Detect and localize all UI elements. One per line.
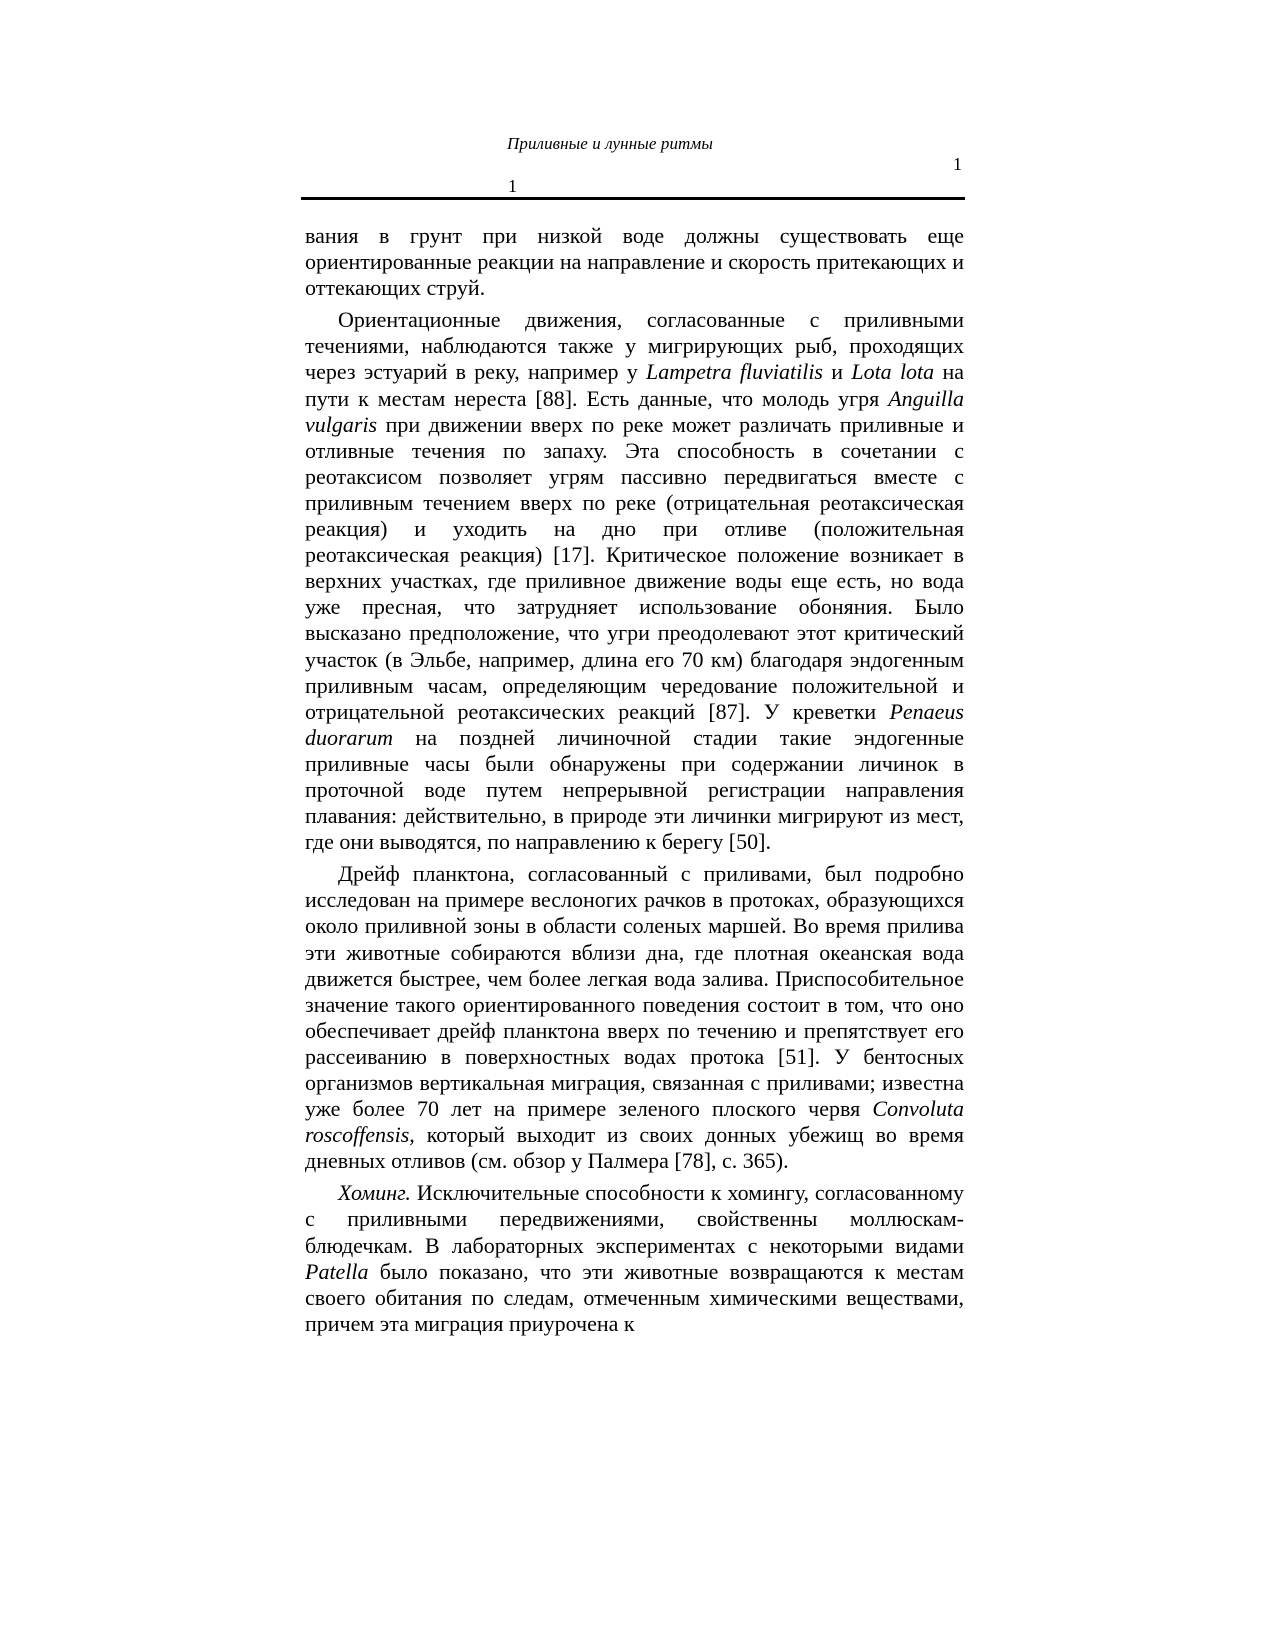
body-text <box>305 223 964 1343</box>
running-header-title: Приливные и лунные ритмы <box>506 134 713 153</box>
paragraph-4 <box>305 1180 964 1337</box>
species-name: Penaeus duorarum <box>305 698 964 750</box>
text-segment: на поздней личиночной стадии такие эндогенные приливные часы были обнаружены при содержании личинок в проточной воде путем непрерывной регистрации направления плавания: действительно, в природе эти личинки мигрируют из мест, где они выводятся, по направлению к берегу [50]. <box>305 724 964 855</box>
page-number-left: 1 <box>508 176 517 196</box>
species-name: Anguilla vulgaris <box>305 385 964 437</box>
paragraph-3 <box>305 861 964 1174</box>
species-name: Convoluta roscoffensis, <box>305 1096 964 1148</box>
text-segment: при движении вверх по реке может различать приливные и отливные течения по запаху. Эта способность в сочетании с реотаксисом позволяет угрям пассивно передвигаться вместе с приливным течением вверх по реке (отрицательная реотаксическая реакция) и уходить на дно при отливе (положительная реотаксическая реакция) [17]. Критическое положение возникает в верхних участках, где приливное движение воды еще есть, но вода уже пресная, что затрудняет использование обоняния. Было высказано предположение, что угри преодолевают этот критический участок (в Эльбе, например, длина его 70 км) благодаря эндогенным приливным часам, определяющим чередование положительной и отрицательной реотаксических реакций [87]. У креветки <box>305 411 964 724</box>
text-segment: Исключительные способности к хомингу, согласованному с приливными передвижениями, свойственны моллюскам-блюдечкам. В лабораторных экспериментах с некоторыми видами <box>305 1180 964 1258</box>
header-rule <box>301 197 965 200</box>
paragraph-2 <box>305 307 964 855</box>
text-segment: на пути к местам нереста [88]. Есть данные, что молодь угря <box>305 359 964 411</box>
species-name: Lampetra fluviatilis <box>646 359 823 385</box>
text-segment: Ориентационные движения, согласованные с приливными течениями, наблюдаются также у мигрирующих рыб, проходящих через эстуарий в реку, например у <box>305 307 964 385</box>
text-segment: который выходит из своих донных убежищ во время дневных отливов (см. обзор у Палмера [78], с. 365). <box>305 1122 964 1174</box>
text-segment: было показано, что эти животные возвращаются к местам своего обитания по следам, отмеченным химическими веществами, причем эта миграция приурочена к <box>305 1258 964 1336</box>
page-number-right: 1 <box>953 154 962 174</box>
species-name: Lota lota <box>851 359 935 385</box>
section-run-in-heading: Хоминг. <box>338 1180 411 1206</box>
species-name: Patella <box>305 1258 369 1284</box>
text-segment: вания в грунт при низкой воде должны существовать еще ориентированные реакции на направление и скорость притекающих и оттекающих струй. <box>305 223 964 301</box>
text-segment: и <box>823 359 852 385</box>
text-segment: Дрейф планктона, согласованный с приливами, был подробно исследован на примере веслоногих рачков в протоках, образующихся около приливной зоны в области соленых маршей. Во время прилива эти животные собираются вблизи дна, где плотная океанская вода движется быстрее, чем более легкая вода залива. Приспособительное значение такого ориентированного поведения состоит в том, что оно обеспечивает дрейф планктона вверх по течению и препятствует его рассеиванию в поверхностных водах протока [51]. У бентосных организмов вертикальная миграция, связанная с приливами; известна уже более 70 лет на примере зеленого плоского червя <box>305 861 964 1122</box>
paragraph-1 <box>305 223 964 301</box>
